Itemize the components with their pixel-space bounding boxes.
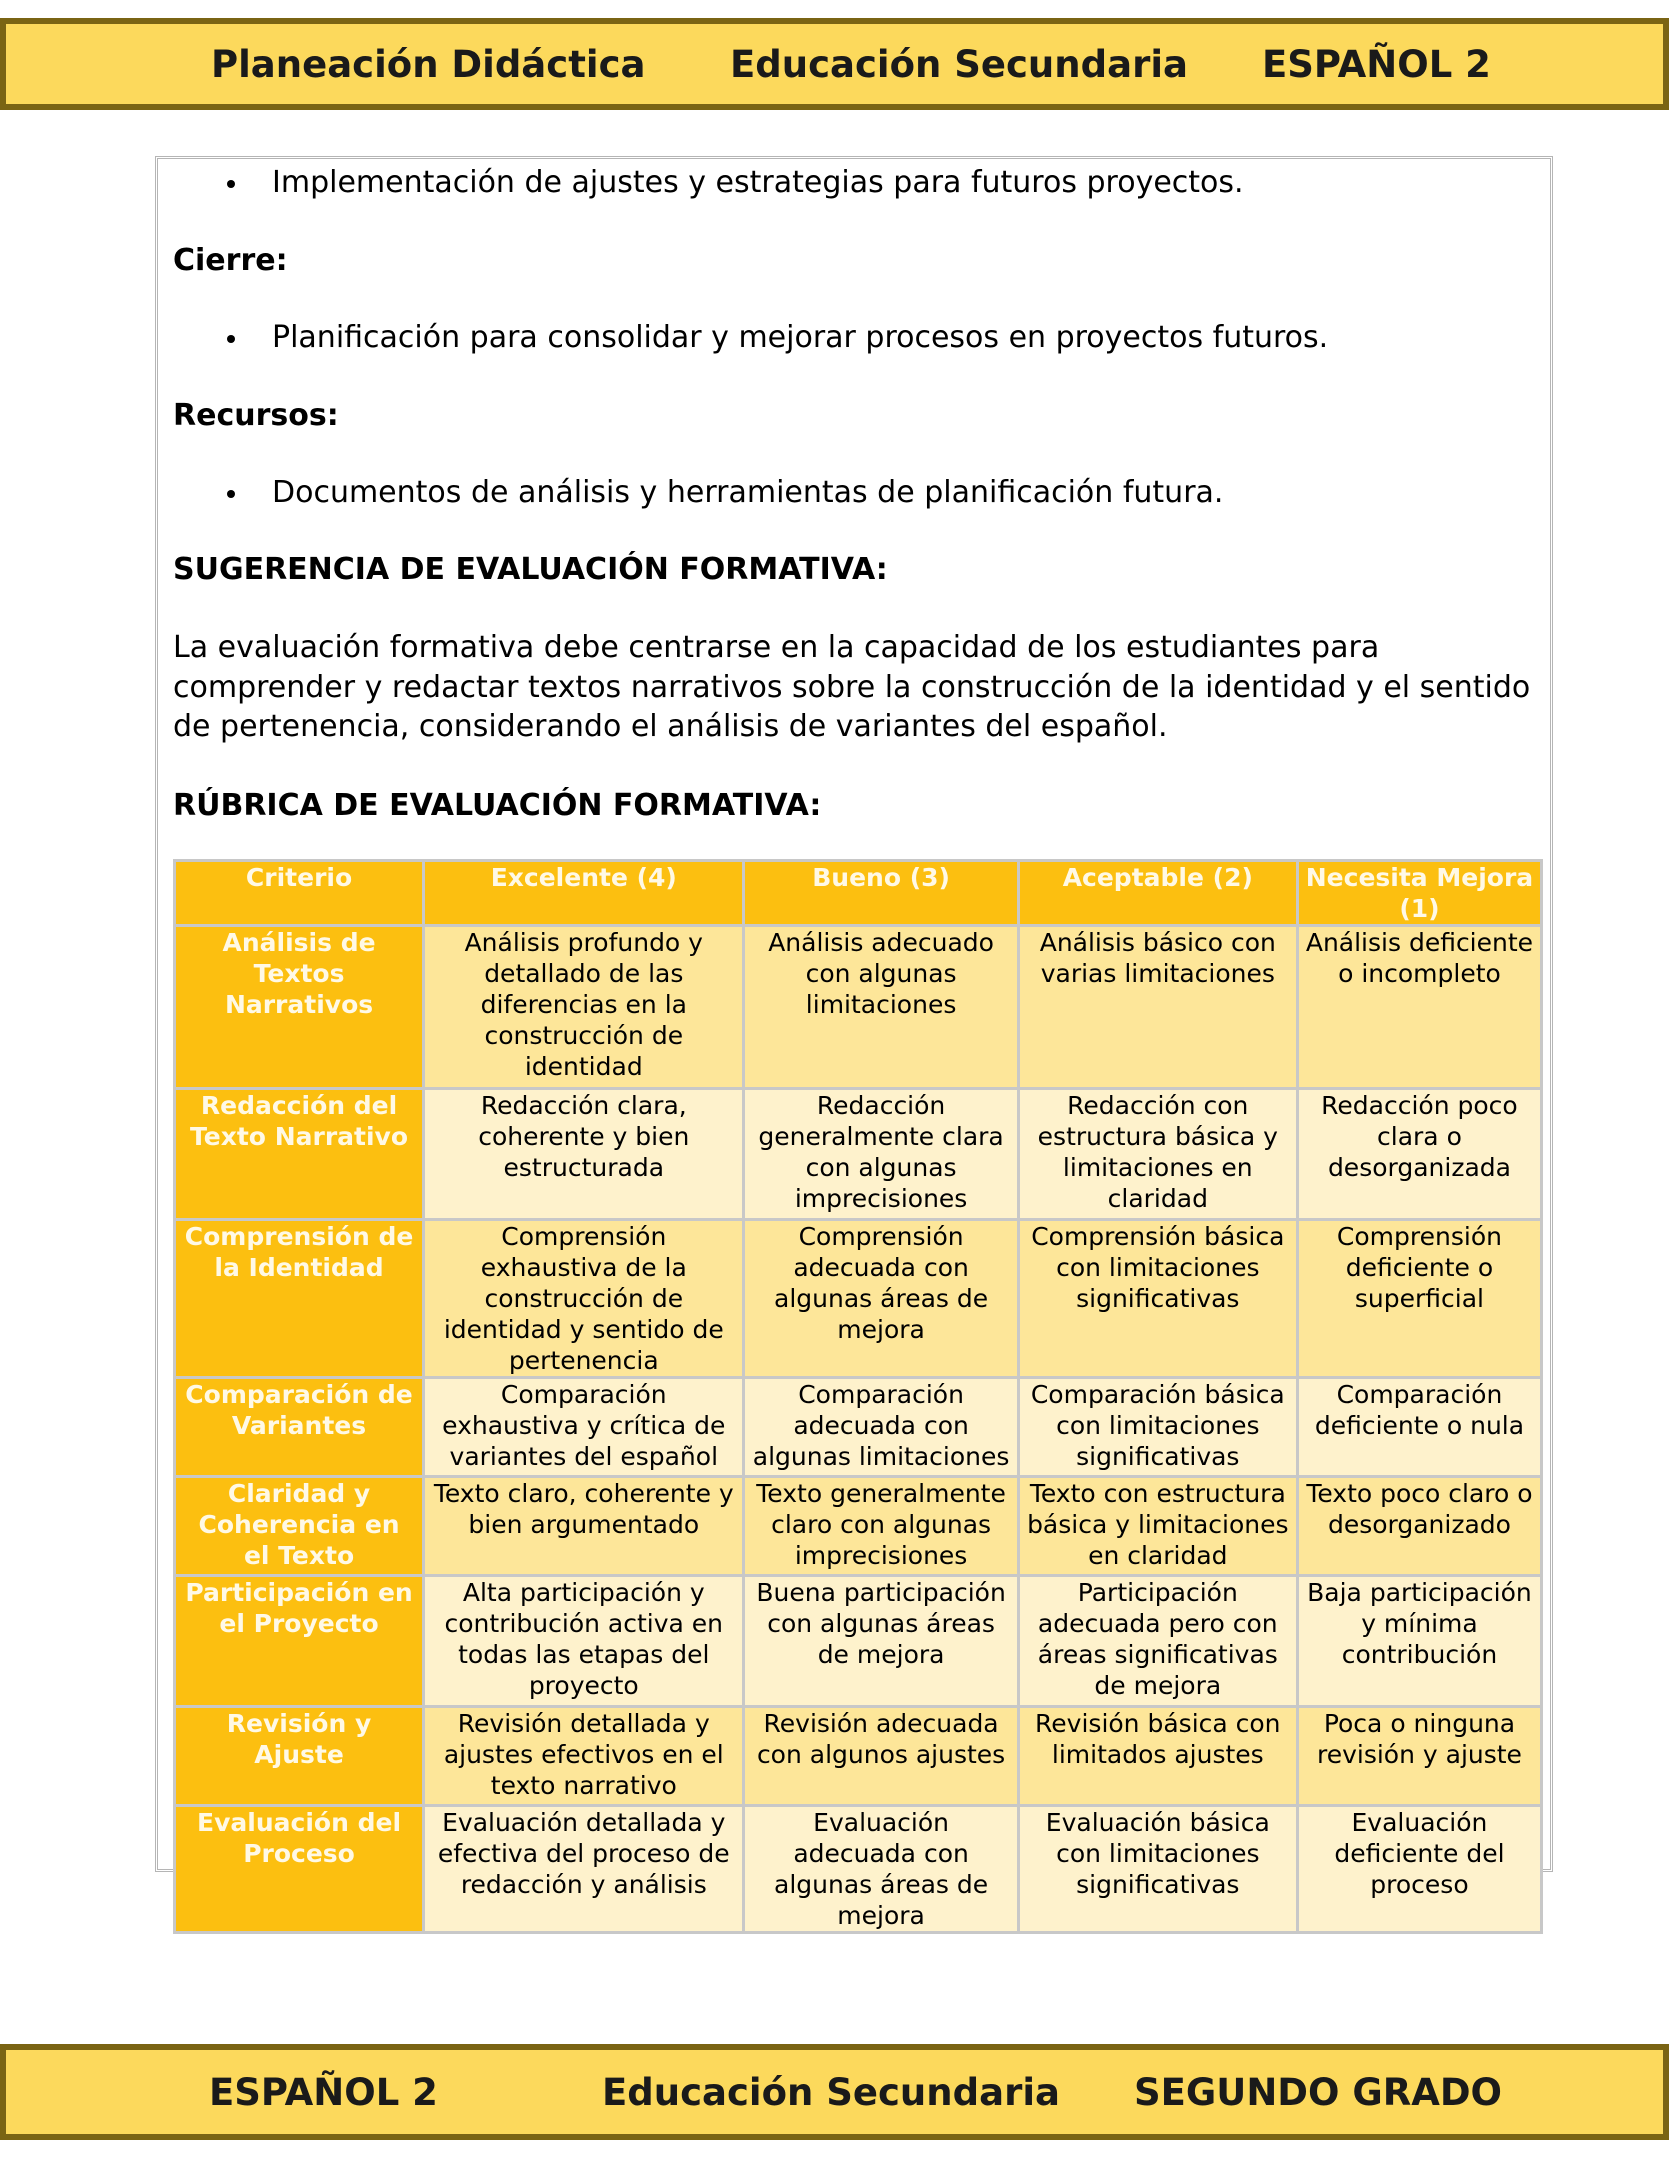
rubrica-heading: RÚBRICA DE EVALUACIÓN FORMATIVA: [173,788,822,823]
bullet-planificacion: Planificación para consolidar y mejorar procesos en proyectos futuros. [272,318,1328,358]
rubric-header-criterio: Criterio [176,862,422,924]
rubric-cell: Análisis deficiente o incompleto [1299,927,1540,1087]
rubric-cell: Participación adecuada pero con áreas significativas de mejora [1020,1577,1296,1705]
rubric-cell: Comparación deficiente o nula [1299,1379,1540,1475]
rubric-cell: Comparación adecuada con algunas limitaciones [745,1379,1016,1475]
rubric-criterion: Análisis de Textos Narrativos [176,927,422,1087]
bullet-implementacion: Implementación de ajustes y estrategias para futuros proyectos. [272,163,1244,203]
rubric-cell: Redacción generalmente clara con algunas imprecisiones [745,1090,1016,1218]
rubric-cell: Texto claro, coherente y bien argumentado [425,1478,742,1574]
rubric-criterion: Participación en el Proyecto [176,1577,422,1705]
rubric-criterion: Revisión y Ajuste [176,1708,422,1804]
rubric-cell: Buena participación con algunas áreas de mejora [745,1577,1016,1705]
content-box [155,156,1553,1930]
table-row [176,1090,1540,1218]
rubric-cell: Evaluación básica con limitaciones significativas [1020,1807,1296,1931]
footer-level: Educación Secundaria [602,2070,1060,2114]
rubric-cell: Redacción con estructura básica y limitaciones en claridad [1020,1090,1296,1218]
table-row [176,927,1540,1087]
bullet-documentos: Documentos de análisis y herramientas de planificación futura. [272,473,1223,513]
rubric-cell: Análisis profundo y detallado de las diferencias en la construcción de identidad [425,927,742,1087]
rubric-cell: Texto con estructura básica y limitaciones en claridad [1020,1478,1296,1574]
header-subject: ESPAÑOL 2 [1262,42,1491,86]
rubric-cell: Texto generalmente claro con algunas imprecisiones [745,1478,1016,1574]
rubric-header-aceptable: Aceptable (2) [1020,862,1296,924]
header-title: Planeación Didáctica [211,42,646,86]
rubric-cell: Revisión adecuada con algunos ajustes [745,1708,1016,1804]
table-row [176,1577,1540,1705]
rubric-cell: Revisión detallada y ajustes efectivos en el texto narrativo [425,1708,742,1804]
rubric-cell: Baja participación y mínima contribución [1299,1577,1540,1705]
rubric-cell: Comprensión exhaustiva de la construcción de identidad y sentido de pertenencia [425,1221,742,1376]
rubric-criterion: Redacción del Texto Narrativo [176,1090,422,1218]
rubric-cell: Evaluación deficiente del proceso [1299,1807,1540,1931]
table-row [176,1478,1540,1574]
rubric-cell: Evaluación adecuada con algunas áreas de mejora [745,1807,1016,1931]
page-header [0,18,1669,110]
rubric-header-row [176,862,1540,924]
table-row [176,1379,1540,1475]
rubric-cell: Análisis básico con varias limitaciones [1020,927,1296,1087]
rubric-criterion: Evaluación del Proceso [176,1807,422,1931]
rubric-criterion: Comparación de Variantes [176,1379,422,1475]
rubric-criterion: Comprensión de la Identidad [176,1221,422,1376]
sugerencia-heading: SUGERENCIA DE EVALUACIÓN FORMATIVA: [173,552,888,587]
rubric-table [173,859,1543,1934]
rubric-cell: Comprensión básica con limitaciones significativas [1020,1221,1296,1376]
rubric-cell: Evaluación detallada y efectiva del proceso de redacción y análisis [425,1807,742,1931]
rubric-cell: Redacción poco clara o desorganizada [1299,1090,1540,1218]
rubric-cell: Análisis adecuado con algunas limitaciones [745,927,1016,1087]
rubric-header-necesita-mejora: Necesita Mejora (1) [1299,862,1540,924]
recursos-heading: Recursos: [173,398,339,433]
table-row [176,1221,1540,1376]
rubric-cell: Redacción clara, coherente y bien estructurada [425,1090,742,1218]
header-level: Educación Secundaria [730,42,1188,86]
rubric-cell: Comprensión adecuada con algunas áreas de mejora [745,1221,1016,1376]
rubric-cell: Comparación básica con limitaciones significativas [1020,1379,1296,1475]
rubric-cell: Texto poco claro o desorganizado [1299,1478,1540,1574]
rubric-cell: Alta participación y contribución activa en todas las etapas del proyecto [425,1577,742,1705]
rubric-criterion: Claridad y Coherencia en el Texto [176,1478,422,1574]
table-row [176,1708,1540,1804]
footer-subject: ESPAÑOL 2 [209,2070,438,2114]
sugerencia-paragraph: La evaluación formativa debe centrarse en la capacidad de los estudiantes para comprender y redactar textos narrativos sobre la construcción de la identidad y el sentido de pertenencia, considerando el análisis de variantes del español. [173,630,1531,744]
rubric-cell: Poca o ninguna revisión y ajuste [1299,1708,1540,1804]
cierre-heading: Cierre: [173,243,288,278]
footer-grade: SEGUNDO GRADO [1134,2070,1503,2114]
rubric-cell: Revisión básica con limitados ajustes [1020,1708,1296,1804]
page-footer [0,2044,1669,2140]
rubric-header-bueno: Bueno (3) [745,862,1016,924]
rubric-cell: Comprensión deficiente o superficial [1299,1221,1540,1376]
rubric-header-excelente: Excelente (4) [425,862,742,924]
table-row [176,1807,1540,1931]
rubric-cell: Comparación exhaustiva y crítica de variantes del español [425,1379,742,1475]
